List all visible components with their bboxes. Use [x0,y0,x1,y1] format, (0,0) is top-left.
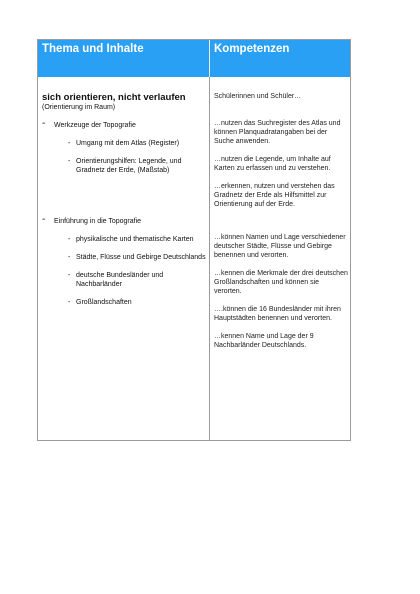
section-tools [42,118,205,130]
competencies-column [214,92,348,350]
list-item [42,157,208,175]
list-item [42,271,208,289]
table-header [38,40,350,77]
list-item [42,235,208,244]
competency-paragraph: …kennen die Merkmale der drei deutschen Großlandschaften und können sie verorten. [214,270,348,295]
list-item [42,298,205,307]
competency-paragraph: …nutzen die Legende, um Inhalte auf Karten zu erfassen und zu verstehen. [214,156,331,172]
item-bullet: - [68,272,71,279]
list-item [42,139,205,148]
item-text: deutsche Bundesländer und Nachbarländer [76,272,164,288]
item-bullet: - [68,140,71,147]
competency-table [37,39,351,441]
column-divider [209,40,210,440]
competency-paragraph: …kennen Name und Lage der 9 Nachbarländer Deutschlands. [214,333,314,349]
topics-column [42,92,205,307]
competency-paragraph: …können Namen und Lage verschiedener deutscher Städte, Flüsse und Gebirge benennen und verorten. [214,234,346,259]
competency-paragraph: …nutzen das Suchregister des Atlas und können Planquadratangaben bei der Suche anwenden. [214,120,341,145]
item-text: physikalische und thematische Karten [76,236,194,243]
topic-subtitle: (Orientierung im Raum) [42,104,116,111]
section-label: Werkzeuge der Topografie [54,122,136,129]
section-dash: - [42,214,46,225]
item-bullet: - [68,236,71,243]
competency-paragraph: …erkennen, nutzen und verstehen das Gradnetz der Erde als Hilfsmittel zur Orientierung auf der Erde. [214,183,335,208]
header-column-divider [209,40,210,77]
section-intro [42,214,205,226]
section-dash: - [42,118,46,129]
header-topics: Thema und Inhalte [42,43,144,55]
item-text: Orientierungshilfen: Legende, und Gradnetz der Erde, (Maßstab) [76,158,182,174]
list-item [42,253,208,262]
header-competencies: Kompetenzen [214,43,290,55]
intro-text: Schülerinnen und Schüler… [214,93,302,100]
section-label: Einführung in die Topografie [54,218,142,225]
item-bullet: - [68,158,71,165]
item-text: Umgang mit dem Atlas (Register) [76,140,180,147]
competency-paragraph: ….können die 16 Bundesländer mit ihren Hauptstädten benennen und verorten. [214,306,341,322]
item-bullet: - [68,299,71,306]
item-text: Großlandschaften [76,299,132,306]
item-text: Städte, Flüsse und Gebirge Deutschlands [76,254,206,261]
topic-title: sich orientieren, nicht verlaufen [42,92,186,103]
item-bullet: - [68,254,71,261]
